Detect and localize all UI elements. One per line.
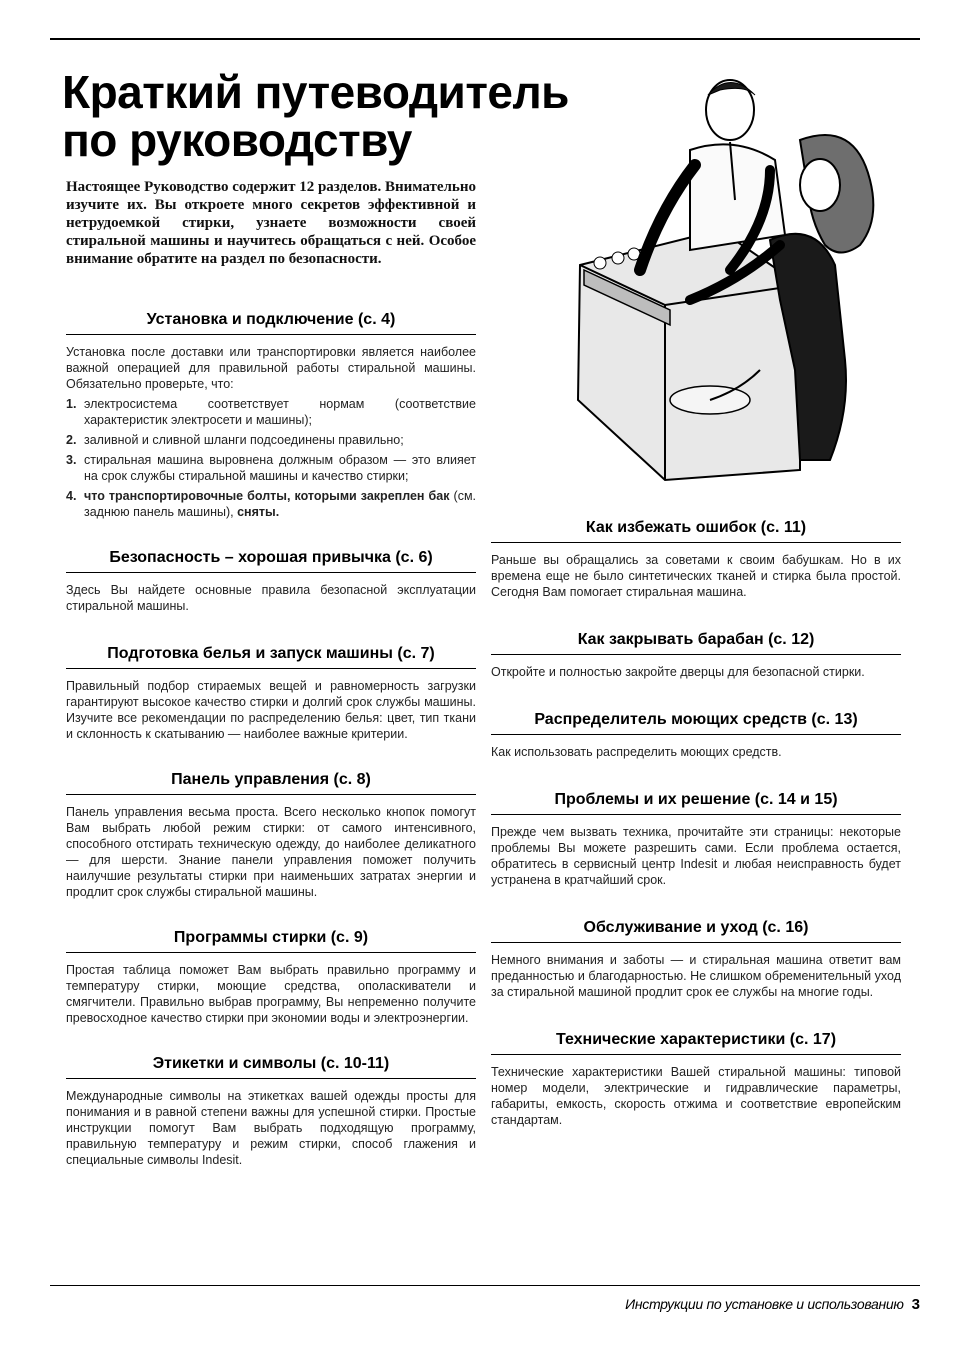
section-install-heading: Установка и подключение (с. 4) <box>66 310 476 335</box>
section-programs <box>66 928 476 1026</box>
page-title-line1: Краткий путеводитель <box>62 66 569 118</box>
bottom-rule <box>50 1285 920 1286</box>
section-programs-heading: Программы стирки (с. 9) <box>66 928 476 953</box>
list-item-text: электросистема соответствует нормам (соответствие характеристик электросети и машины); <box>84 397 476 427</box>
section-laundry-heading: Подготовка белья и запуск машины (с. 7) <box>66 644 476 669</box>
section-safety-heading: Безопасность – хорошая привычка (с. 6) <box>66 548 476 573</box>
list-item-text <box>84 488 476 520</box>
section-laundry-text: Правильный подбор стираемых вещей и равномерность загрузки гарантируют высокое качество стирки и долгий срок службы машины. Изучите все рекомендации по распределению белья: цвет, тип ткани и склонность к скатыванию — наиболее важные критерии. <box>66 679 476 741</box>
section-panel-heading: Панель управления (с. 8) <box>66 770 476 795</box>
list-item <box>66 432 476 448</box>
list-item-number: 2. <box>66 433 77 447</box>
section-install <box>66 310 476 520</box>
page-title-line2: по руководству <box>62 114 412 166</box>
section-drum-heading: Как закрывать барабан (с. 12) <box>491 630 901 655</box>
page-footer <box>625 1295 920 1314</box>
list-item-text: стиральная машина выровнена должным образом — это влияет на срок службы стиральной машины и качество стирки; <box>84 453 476 483</box>
left-column <box>66 310 476 1168</box>
footer-text: Инструкции по установке и использованию <box>625 1296 904 1312</box>
section-mistakes <box>491 518 901 600</box>
couple-washing-machine-illustration <box>570 70 900 490</box>
section-labels <box>66 1054 476 1168</box>
section-care-heading: Обслуживание и уход (с. 16) <box>491 918 901 943</box>
section-safety <box>66 548 476 614</box>
section-detergent <box>491 710 901 760</box>
list-item-text: заливной и сливной шланги подсоединены правильно; <box>84 433 404 447</box>
section-programs-text: Простая таблица поможет Вам выбрать правильно программу и температуру стирки, моющие средства, ополаскиватели и смягчители. Правильно выбрав программу, Вы непременно получите превосходное качество стирки при экономии воды и электроэнергии. <box>66 963 476 1025</box>
list-item <box>66 452 476 484</box>
section-specs-heading: Технические характеристики (с. 17) <box>491 1030 901 1055</box>
top-rule <box>50 38 920 40</box>
intro-paragraph: Настоящее Руководство содержит 12 разделов. Внимательно изучите их. Вы откроете много секретов эффективной и нетрудоемкой стирки, узнаете возможности своей стиральной машины и научитесь обращаться с ней. Особое внимание обратите на раздел по безопасности. <box>66 179 476 267</box>
removed-text: сняты. <box>237 505 280 519</box>
section-mistakes-heading: Как избежать ошибок (с. 11) <box>491 518 901 543</box>
list-item-number: 3. <box>66 453 77 467</box>
section-safety-text: Здесь Вы найдете основные правила безопасной эксплуатации стиральной машины. <box>66 583 476 613</box>
section-specs <box>491 1030 901 1128</box>
section-detergent-heading: Распределитель моющих средств (с. 13) <box>491 710 901 735</box>
transport-bolts-text: что транспортировочные болты, которыми закреплен бак <box>84 489 450 503</box>
section-mistakes-text: Раньше вы обращались за советами к своим бабушкам. Но в их времена еще не было синтетических тканей и стирка была простой. Сегодня Вам помогает стиральная машина. <box>491 553 901 599</box>
see-back-panel-text: (см. заднюю панель машины), <box>84 489 477 519</box>
right-column <box>491 518 901 1128</box>
section-install-text: Установка после доставки или транспортировки является наиболее важной операцией для правильной работы стиральной машины. Обязательно проверьте, что: <box>66 345 476 391</box>
section-care <box>491 918 901 1000</box>
section-drum-text: Откройте и полностью закройте дверцы для безопасной стирки. <box>491 665 865 679</box>
section-care-text: Немного внимания и заботы — и стиральная машина ответит вам преданностью и благодарностью. Не слишком обременительный уход за стиральной машиной продлит срок ее службы на многие годы. <box>491 953 901 999</box>
section-specs-text: Технические характеристики Вашей стиральной машины: типовой номер модели, электрические и гидравлические параметры, габариты, емкость, скорость отжима и соответствие европейским стандартам. <box>491 1065 901 1127</box>
section-laundry <box>66 644 476 742</box>
section-detergent-text: Как использовать распределить моющих средств. <box>491 745 782 759</box>
list-item-number: 1. <box>66 397 77 411</box>
page-title <box>62 68 569 164</box>
list-item-number: 4. <box>66 489 77 503</box>
section-problems-text: Прежде чем вызвать техника, прочитайте эти страницы: некоторые проблемы Вы можете разрешить сами. Если проблема остается, обратитесь в сервисный центр Indesit и любая неисправность будет устранена в кратчайший срок. <box>491 825 901 887</box>
section-problems <box>491 790 901 888</box>
section-labels-text: Международные символы на этикетках вашей одежды просты для понимания и в равной степени важны для успешной стирки. Простые инструкции помогут Вам выбрать подходящую программу, правильную температуру и режим стирки, способ глажения и специальные символы Indesit. <box>66 1089 476 1167</box>
section-labels-heading: Этикетки и символы (с. 10-11) <box>66 1054 476 1079</box>
section-drum <box>491 630 901 680</box>
section-panel-text: Панель управления весьма проста. Всего несколько кнопок помогут Вам выбрать любой режим стирки: от самого интенсивного, способного отстирать техническую одежду, до наиболее деликатного — для шерсти. Знание панели управления поможет получить наилучшие результаты стирки при наименьших затратах энергии и продлит срок службы стиральной машины. <box>66 805 476 899</box>
section-panel <box>66 770 476 900</box>
section-problems-heading: Проблемы и их решение (с. 14 и 15) <box>491 790 901 815</box>
page-number: 3 <box>911 1296 920 1313</box>
install-checklist <box>66 396 476 520</box>
list-item <box>66 488 476 520</box>
list-item <box>66 396 476 428</box>
